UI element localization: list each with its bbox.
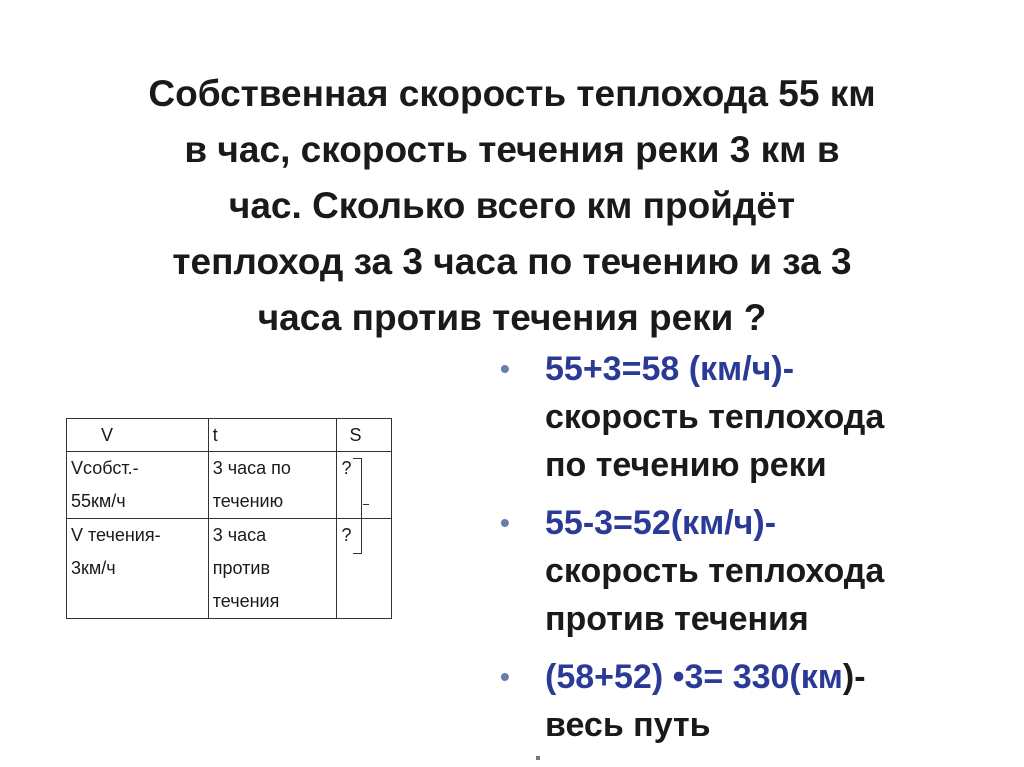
cell-text: 3 часа по bbox=[212, 458, 291, 478]
bullet-icon: • bbox=[500, 661, 510, 692]
cell-text: течению bbox=[212, 491, 284, 511]
header-v: V bbox=[67, 419, 209, 452]
equation-text: 55+3=58 (км/ч)- bbox=[545, 350, 795, 388]
cell-time bbox=[208, 452, 337, 519]
brace-tick bbox=[363, 504, 369, 505]
cell-text: против bbox=[212, 558, 270, 578]
title-line: в час, скорость течения реки 3 км в bbox=[184, 129, 840, 170]
list-item bbox=[500, 653, 1000, 749]
cell-text: 3 часа bbox=[212, 525, 267, 545]
cell-text: течения bbox=[212, 591, 280, 611]
cell-text: 55км/ч bbox=[71, 491, 126, 511]
header-t: t bbox=[208, 419, 337, 452]
title-line: теплоход за 3 часа по течению и за 3 bbox=[172, 241, 852, 282]
explanation-text: против течения bbox=[545, 600, 809, 638]
equation-line bbox=[545, 658, 866, 696]
list-item bbox=[500, 499, 1000, 643]
header-s: S bbox=[337, 419, 392, 452]
explanation-text: скорость теплохода bbox=[545, 552, 885, 590]
cell-text: 3км/ч bbox=[71, 558, 116, 578]
explanation-text: по течению реки bbox=[545, 446, 827, 484]
cell-speed bbox=[67, 519, 209, 619]
table-row bbox=[67, 452, 392, 519]
bullet-icon: • bbox=[500, 353, 510, 384]
title-line: часа против течения реки ? bbox=[257, 297, 767, 338]
problem-title bbox=[40, 66, 984, 346]
table-row bbox=[67, 519, 392, 619]
table-header-row bbox=[67, 419, 392, 452]
cell-speed bbox=[67, 452, 209, 519]
cell-question: ? bbox=[341, 458, 352, 478]
equation-text: 55-3=52(км/ч)- bbox=[545, 504, 777, 542]
decorative-mark bbox=[536, 756, 540, 760]
title-line: час. Сколько всего км пройдёт bbox=[228, 185, 796, 226]
cell-distance bbox=[337, 519, 392, 619]
cell-question: ? bbox=[341, 525, 352, 545]
solution-list bbox=[500, 345, 1000, 759]
cell-time bbox=[208, 519, 337, 619]
brace-bracket bbox=[353, 525, 362, 554]
equation-text: (58+52) •3= 330(км bbox=[545, 658, 843, 696]
cell-distance bbox=[337, 452, 392, 519]
explanation-text: скорость теплохода bbox=[545, 398, 885, 436]
equation-suffix: )- bbox=[842, 658, 866, 696]
cell-text: V течения- bbox=[71, 525, 161, 545]
title-line: Собственная скорость теплохода 55 км bbox=[148, 73, 876, 114]
list-item bbox=[500, 345, 1000, 489]
cell-text: Vсобст.- bbox=[71, 458, 139, 478]
bullet-icon: • bbox=[500, 507, 510, 538]
explanation-text: весь путь bbox=[545, 706, 711, 744]
speed-time-distance-table bbox=[66, 418, 392, 619]
